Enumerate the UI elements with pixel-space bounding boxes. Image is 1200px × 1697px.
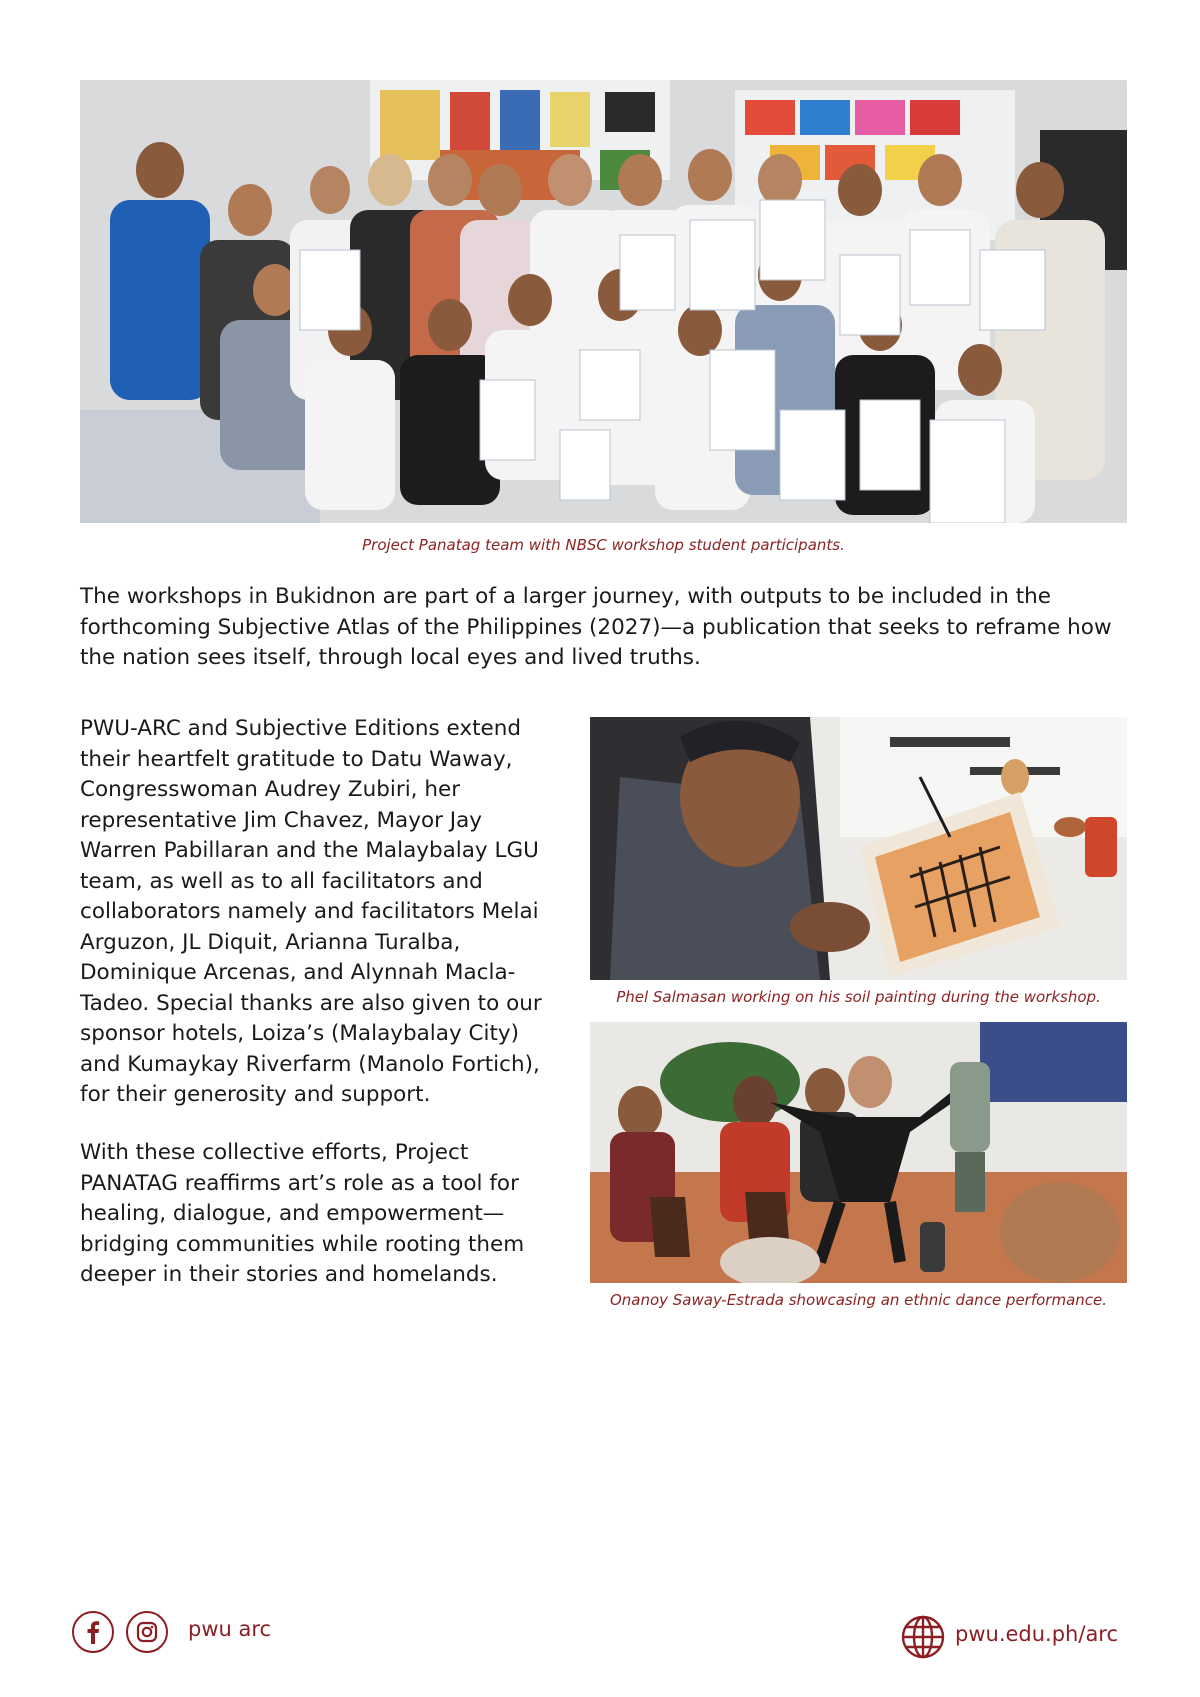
closing-paragraph: With these collective efforts, Project PANATAG reaffirms art’s role as a tool for healing, dialogue, and empowerment—bridging communities while rooting them deeper in their stories and homelands. bbox=[80, 1140, 525, 1287]
intro-paragraph: The workshops in Bukidnon are part of a larger journey, with outputs to be included in the forthcoming Subjective Atlas of the Philippines (2027)—a publication that seeks to reframe how the nation sees itself, through local eyes and lived truths. bbox=[80, 584, 1112, 670]
dance-caption: Onanoy Saway-Estrada showcasing an ethnic dance performance. bbox=[609, 1291, 1108, 1309]
website-link[interactable]: pwu.edu.ph/arc bbox=[955, 1622, 1119, 1646]
painting-photo bbox=[590, 717, 1127, 980]
hero-photo bbox=[80, 80, 1127, 523]
painting-caption: Phel Salmasan working on his soil painting during the workshop. bbox=[616, 988, 1101, 1006]
dance-photo bbox=[590, 1022, 1127, 1283]
thanks-paragraph: PWU-ARC and Subjective Editions extend their heartfelt gratitude to Datu Waway, Congresswoman Audrey Zubiri, her representative Jim Chavez, Mayor Jay Warren Pabillaran and the Malaybalay LGU team, as well as to all facilitators and collaborators namely and facilitators Melai Arguzon, JL Diquit, Arianna Turalba, Dominique Arcenas, and Alynnah Macla-Tadeo. Special thanks are also given to our sponsor hotels, Loiza’s (Malaybalay City) and Kumaykay Riverfarm (Manolo Fortich), for their generosity and support. bbox=[80, 716, 542, 1107]
social-handle[interactable]: pwu arc bbox=[188, 1617, 272, 1641]
instagram-icon[interactable] bbox=[126, 1611, 168, 1653]
facebook-icon[interactable] bbox=[72, 1611, 114, 1653]
globe-icon bbox=[900, 1614, 946, 1660]
hero-caption: Project Panatag team with NBSC workshop student participants. bbox=[362, 536, 845, 554]
